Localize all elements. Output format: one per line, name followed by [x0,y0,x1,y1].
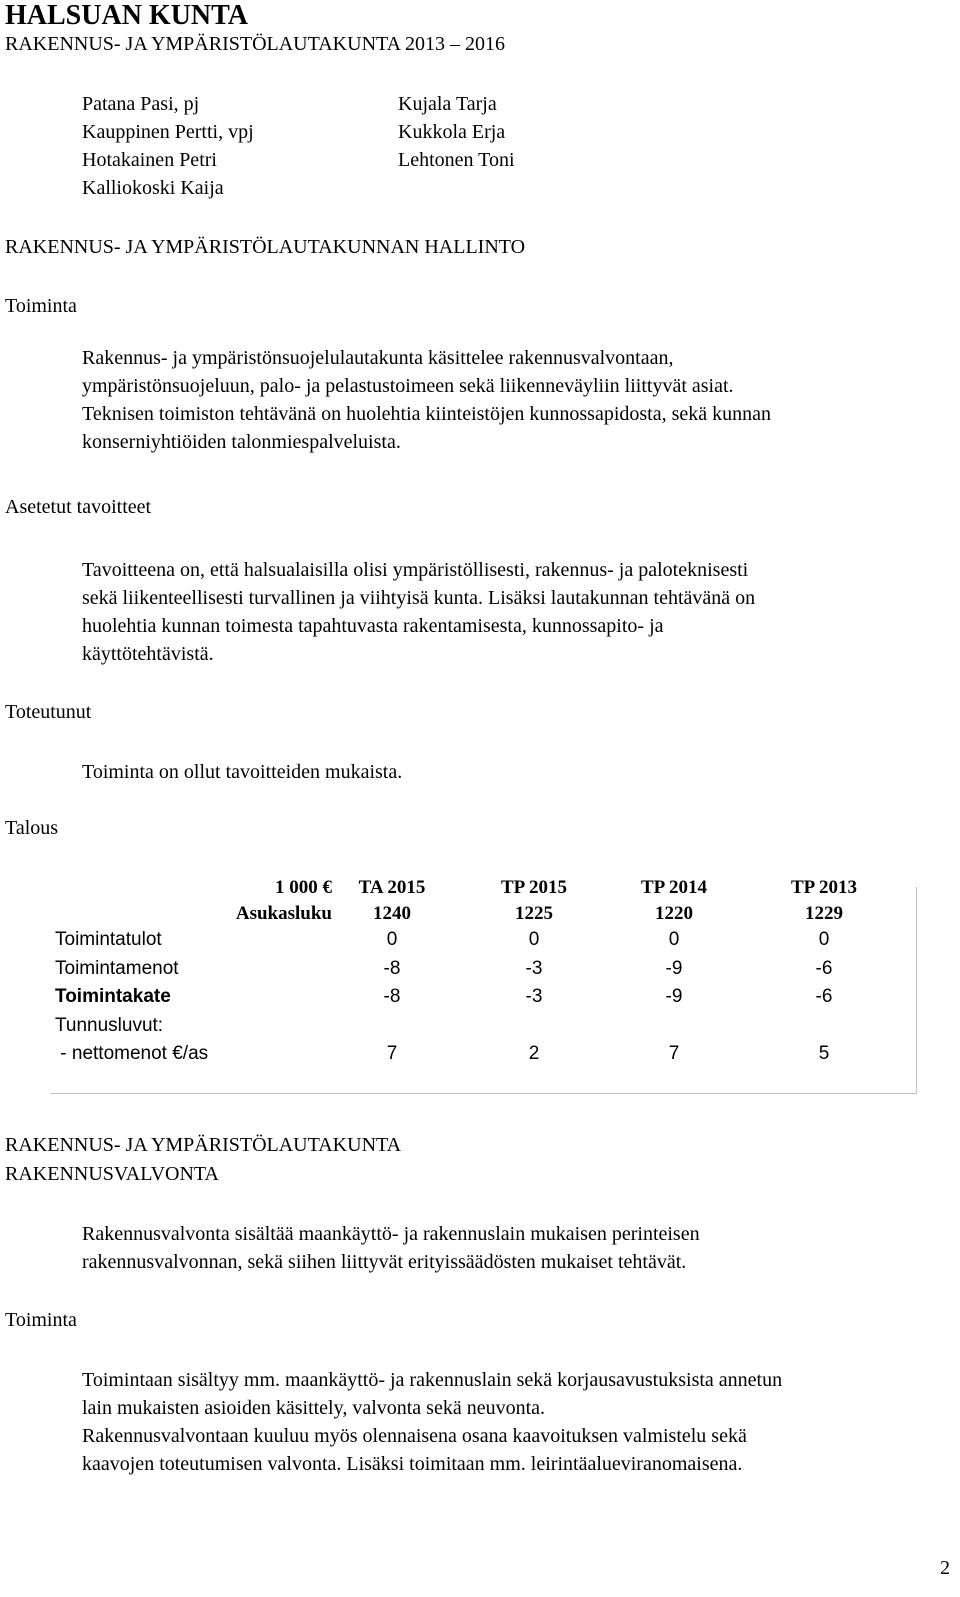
paragraph-line: Tavoitteena on, että halsualaisilla olisi ympäristöllisesti, rakennus- ja paloteknisesti [82,559,749,581]
row-label: Toimintamenot [55,958,179,979]
paragraph-line: ympäristönsuojeluun, palo- ja pelastustoimeen sekä liikenneväyliin liittyvät asiat. [82,375,734,397]
toteutunut-label: Toteutunut [5,701,92,723]
table-cell: 0 [668,929,680,950]
table-cell: 5 [818,1043,830,1064]
paragraph-line: Rakennus- ja ympäristönsuojelulautakunta käsittelee rakennusvalvontaan, [82,347,674,369]
paragraph-line: Rakennusvalvontaan kuuluu myös olennaisena osana kaavoituksen valmistelu sekä [82,1425,747,1447]
member-name: Hotakainen Petri [82,149,217,171]
members-left-list [82,90,254,202]
table-cell: -9 [665,986,683,1007]
toiminta-paragraph-2 [82,1366,782,1478]
column-header: TP 2014 [641,877,707,898]
table-cell: 0 [818,929,830,950]
finance-table [50,877,917,1094]
column-population: 1225 [515,903,553,924]
paragraph-line: huolehtia kunnan toimesta tapahtuvasta rakentamisesta, kunnossapito- ja [82,615,664,637]
table-cell: 0 [386,929,398,950]
table-cell: -6 [815,958,833,979]
population-label: Asukasluku [235,903,332,924]
paragraph-line: Teknisen toimiston tehtävänä on huolehtia kiinteistöjen kunnossapidosta, sekä kunnan [82,403,772,425]
paragraph-line: sekä liikenteellisesti turvallinen ja viihtyisä kunta. Lisäksi lautakunnan tehtävänä on [82,587,756,609]
row-label: Toimintatulot [55,929,162,950]
row-label: Toimintakate [55,986,171,1007]
toiminta-paragraph [82,344,771,456]
member-name: Lehtonen Toni [398,149,515,171]
member-name: Patana Pasi, pj [82,93,200,115]
unit-label: 1 000 € [275,877,332,898]
table-cell: -9 [665,958,683,979]
table-cell: -8 [383,986,401,1007]
column-header: TA 2015 [358,877,426,898]
toteutunut-text: Toiminta on ollut tavoitteiden mukaista. [82,761,403,783]
tavoitteet-label: Asetetut tavoitteet [5,496,152,518]
toiminta-label: Toiminta [5,295,77,317]
member-name: Kujala Tarja [398,93,497,115]
column-header: TP 2013 [791,877,857,898]
tavoitteet-paragraph [82,556,755,668]
member-name: Kauppinen Pertti, vpj [82,121,254,143]
column-header: TP 2015 [501,877,567,898]
section-title-lautakunta: RAKENNUS- JA YMPÄRISTÖLAUTAKUNTA [5,1134,402,1156]
member-name: Kalliokoski Kaija [82,177,224,199]
paragraph-line: lain mukaisten asioiden käsittely, valvonta sekä neuvonta. [82,1397,546,1419]
row-label: - nettomenot €/as [55,1043,209,1064]
board-subtitle: RAKENNUS- JA YMPÄRISTÖLAUTAKUNTA 2013 – 2016 [5,33,505,55]
municipality-title: HALSUAN KUNTA [5,0,248,31]
rakennusvalvonta-intro [82,1220,700,1276]
table-cell: -6 [815,986,833,1007]
column-population: 1240 [373,903,411,924]
row-label: Tunnusluvut: [55,1015,164,1036]
table-cell: 7 [668,1043,680,1064]
section-title-rakennusvalvonta: RAKENNUSVALVONTA [5,1163,219,1185]
table-cell: 0 [528,929,540,950]
paragraph-line: kaavojen toteutumisen valvonta. Lisäksi toimitaan mm. leirintäalueviranomaisena. [82,1453,743,1475]
page-number: 2 [940,1557,950,1579]
paragraph-line: Rakennusvalvonta sisältää maankäyttö- ja rakennuslain mukaisen perinteisen [82,1223,700,1245]
table-cell: -3 [525,986,543,1007]
section-title-hallinto: RAKENNUS- JA YMPÄRISTÖLAUTAKUNNAN HALLINTO [5,236,526,258]
table-cell: -8 [383,958,401,979]
member-name: Kukkola Erja [398,121,506,143]
paragraph-line: Toimintaan sisältyy mm. maankäyttö- ja rakennuslain sekä korjausavustuksista annetun [82,1369,783,1391]
paragraph-line: käyttötehtävistä. [82,643,214,665]
column-population: 1229 [805,903,843,924]
table-cell: -3 [525,958,543,979]
column-population: 1220 [655,903,693,924]
talous-label: Talous [5,817,59,839]
paragraph-line: konserniyhtiöiden talonmiespalveluista. [82,431,401,453]
table-cell: 2 [528,1043,540,1064]
toiminta-label-2: Toiminta [5,1309,77,1331]
members-right-list [398,90,515,174]
table-cell: 7 [386,1043,398,1064]
paragraph-line: rakennusvalvonnan, sekä siihen liittyvät erityissäädösten mukaiset tehtävät. [82,1251,687,1273]
